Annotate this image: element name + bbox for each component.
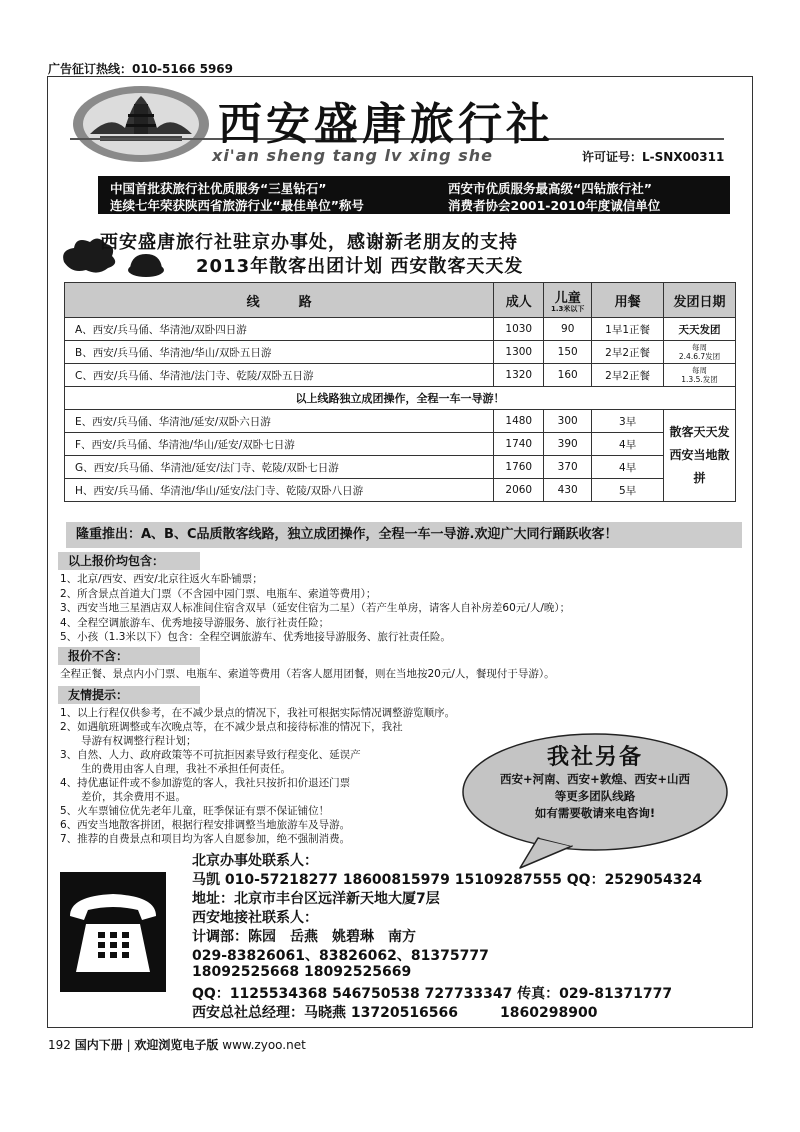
tips-title: 友情提示： (58, 686, 200, 704)
beijing-contact-label: 北京办事处联系人： (192, 853, 318, 869)
includes-title: 以上报价均包含： (58, 552, 200, 570)
agency-pinyin: xi'an sheng tang lv xing she (212, 146, 493, 165)
departure-cell: 天天发团 (664, 318, 736, 341)
tips-list (60, 706, 455, 846)
bubble-text (470, 740, 720, 822)
header-child-label: 儿童 (554, 290, 581, 306)
adult-price: 2060 (494, 479, 544, 502)
header-meal: 用餐 (592, 283, 664, 318)
header-departure: 发团日期 (664, 283, 736, 318)
meal-cell: 5早 (592, 479, 664, 502)
honor-right-2: 消费者协会2001-2010年度诚信单位 (448, 198, 661, 213)
list-item: 生的费用由客人自理，我社不承担任何责任。 (60, 763, 291, 775)
bubble-line-3: 如有需要敬请来电咨询! (534, 806, 656, 820)
departure-daily-2: 西安当地散拼 (669, 448, 730, 485)
route-cell: H、西安/兵马俑、华清池/华山/延安/法门寺、乾陵/双卧八日游 (65, 479, 494, 502)
route-cell: G、西安/兵马俑、华清池/延安/法门寺、乾陵/双卧七日游 (65, 456, 494, 479)
agency-title: 西安盛唐旅行社 (218, 99, 554, 150)
table-header-row (65, 283, 736, 318)
route-cell: B、西安/兵马俑、华清池/华山/双卧五日游 (65, 341, 494, 364)
meal-cell: 1早1正餐 (592, 318, 664, 341)
departure-bottom: 1.3.5.发团 (681, 375, 718, 384)
child-price: 300 (544, 410, 592, 433)
adult-price: 1740 (494, 433, 544, 456)
license-number: 许可证号：L-SNX00311 (582, 150, 725, 164)
xian-phones-2: 18092525668 18092525669 (192, 964, 412, 980)
qq-fax: QQ：1125534368 546750538 727733347 传真：029-81371777 (192, 986, 673, 1002)
honor-right-1: 西安市优质服务最高级“四钻旅行社” (448, 181, 652, 196)
list-item: 3、西安当地三星酒店双人标准间住宿含双早（延安住宿为二星）（若产生单房，请客人自补房差60元/人/晚）； (60, 602, 571, 614)
footer-slogan: 欢迎浏览电子版 (134, 1038, 219, 1052)
headline-plan: 2013年散客出团计划 西安散客天天发 (196, 256, 524, 277)
list-item: 2、如遇航班调整或车次晚点等，在不减少景点和接待标准的情况下，我社 (60, 721, 403, 733)
route-cell: A、西安/兵马俑、华清池/双卧四日游 (65, 318, 494, 341)
departure-daily-1: 散客天天发 (669, 425, 730, 440)
list-item: 1、以上行程仅供参考，在不减少景点的情况下，我社可根据实际情况调整游览顺序。 (60, 707, 456, 719)
header-route: 线 路 (65, 283, 494, 318)
child-price: 90 (544, 318, 592, 341)
footer-section: 国内下册 (74, 1038, 123, 1052)
table-note: 以上线路独立成团操作，全程一车一导游！ (65, 387, 736, 410)
page-number: 192 (48, 1038, 71, 1052)
ad-hotline: 广告征订热线：010-5166 5969 (48, 62, 234, 76)
list-item: 4、持优惠证件或不参加游览的客人，我社只按折扣价退还门票 (60, 777, 351, 789)
departure-top: 每周 (692, 366, 708, 375)
departure-daily (664, 410, 736, 502)
child-price: 430 (544, 479, 592, 502)
route-cell: F、西安/兵马俑、华清池/华山/延安/双卧七日游 (65, 433, 494, 456)
bubble-line-1: 西安+河南、西安+敦煌、西安+山西 (500, 772, 690, 786)
dispatch-staff: 计调部：陈园 岳燕 姚碧琳 南方 (192, 929, 416, 945)
meal-cell: 4早 (592, 456, 664, 479)
list-item: 差价，其余费用不退。 (60, 791, 186, 803)
departure-cell (664, 341, 736, 364)
adult-price: 1320 (494, 364, 544, 387)
header-child (544, 283, 592, 318)
adult-price: 1300 (494, 341, 544, 364)
table-row (65, 479, 736, 502)
adult-price: 1480 (494, 410, 544, 433)
route-cell: C、西安/兵马俑、华清池/法门寺、乾陵/双卧五日游 (65, 364, 494, 387)
routes-table (64, 282, 736, 502)
child-price: 390 (544, 433, 592, 456)
meal-cell: 4早 (592, 433, 664, 456)
general-manager: 西安总社总经理：马晓燕 13720516566 1860298900 (192, 1005, 598, 1021)
list-item: 5、小孩（1.3米以下）包含：全程空调旅游车、优秀地接导游服务、旅行社责任险。 (60, 631, 451, 643)
meal-cell: 2早2正餐 (592, 341, 664, 364)
list-item: 导游有权调整行程计划； (60, 735, 197, 747)
table-row (65, 410, 736, 433)
table-row (65, 318, 736, 341)
xian-contact-label: 西安地接社联系人： (192, 910, 318, 926)
list-item: 3、自然、人力、政府政策等不可抗拒因素导致行程变化、延误产 (60, 749, 361, 761)
honor-left-2: 连续七年荣获陕西省旅游行业“最佳单位”称号 (110, 198, 364, 213)
list-item: 6、西安当地散客拼团，根据行程安排调整当地旅游车及导游。 (60, 819, 351, 831)
list-item: 2、所含景点首道大门票（不含园中园门票、电瓶车、索道等费用）； (60, 587, 377, 600)
meal-cell: 2早2正餐 (592, 364, 664, 387)
table-row (65, 341, 736, 364)
header-adult: 成人 (494, 283, 544, 318)
child-price: 150 (544, 341, 592, 364)
excludes-text: 全程正餐、景点内小门票、电瓶车、索道等费用（若客人愿用团餐，则在当地按20元/人，餐现付于导游）。 (60, 668, 555, 680)
pagoda-logo-icon (70, 84, 212, 164)
adult-price: 1030 (494, 318, 544, 341)
xian-phones-1: 029-83826061、83826062、81375777 (192, 948, 489, 964)
departure-cell (664, 364, 736, 387)
honors-banner (98, 176, 730, 214)
headline-thanks: 西安盛唐旅行社驻京办事处，感谢新老朋友的支持 (100, 232, 518, 253)
departure-bottom: 2.4.6.7发团 (678, 352, 721, 361)
list-item: 1、北京/西安、西安/北京往返火车卧铺票； (60, 573, 263, 585)
beijing-address: 地址：北京市丰台区远洋新天地大厦7层 (192, 891, 440, 907)
list-item: 4、全程空调旅游车、优秀地接导游服务、旅行社责任险； (60, 616, 330, 629)
bubble-title: 我社另备 (546, 745, 643, 770)
bubble-line-2: 等更多团队线路 (554, 789, 636, 803)
table-row (65, 456, 736, 479)
child-price: 370 (544, 456, 592, 479)
meal-cell: 3早 (592, 410, 664, 433)
promo-strip: 隆重推出：A、B、C品质散客线路，独立成团操作，全程一车一导游.欢迎广大同行踊跃收客！ (66, 522, 742, 548)
table-row (65, 364, 736, 387)
beijing-phones: 马凯 010-57218277 18600815979 15109287555 QQ：2529054324 (192, 872, 702, 888)
table-row (65, 433, 736, 456)
page-footer: 192 国内下册 | 欢迎浏览电子版 www.zyoo.net (48, 1038, 306, 1052)
departure-top: 每周 (692, 343, 708, 352)
header-child-note: 1.3米以下 (551, 304, 585, 313)
excludes-title: 报价不含： (58, 647, 200, 665)
child-price: 160 (544, 364, 592, 387)
list-item: 7、推荐的自费景点和项目均为客人自愿参加，绝不强制消费。 (60, 833, 351, 845)
list-item: 5、火车票铺位优先老年儿童，旺季保证有票不保证铺位！ (60, 805, 330, 817)
honor-left-1: 中国首批获旅行社优质服务“三星钻石” (110, 181, 327, 196)
route-cell: E、西安/兵马俑、华清池/延安/双卧六日游 (65, 410, 494, 433)
telephone-icon (60, 872, 166, 992)
footer-url[interactable]: www.zyoo.net (222, 1038, 306, 1052)
includes-list (60, 572, 570, 645)
adult-price: 1760 (494, 456, 544, 479)
table-note-row (65, 387, 736, 410)
phone-icon-box (60, 872, 166, 992)
